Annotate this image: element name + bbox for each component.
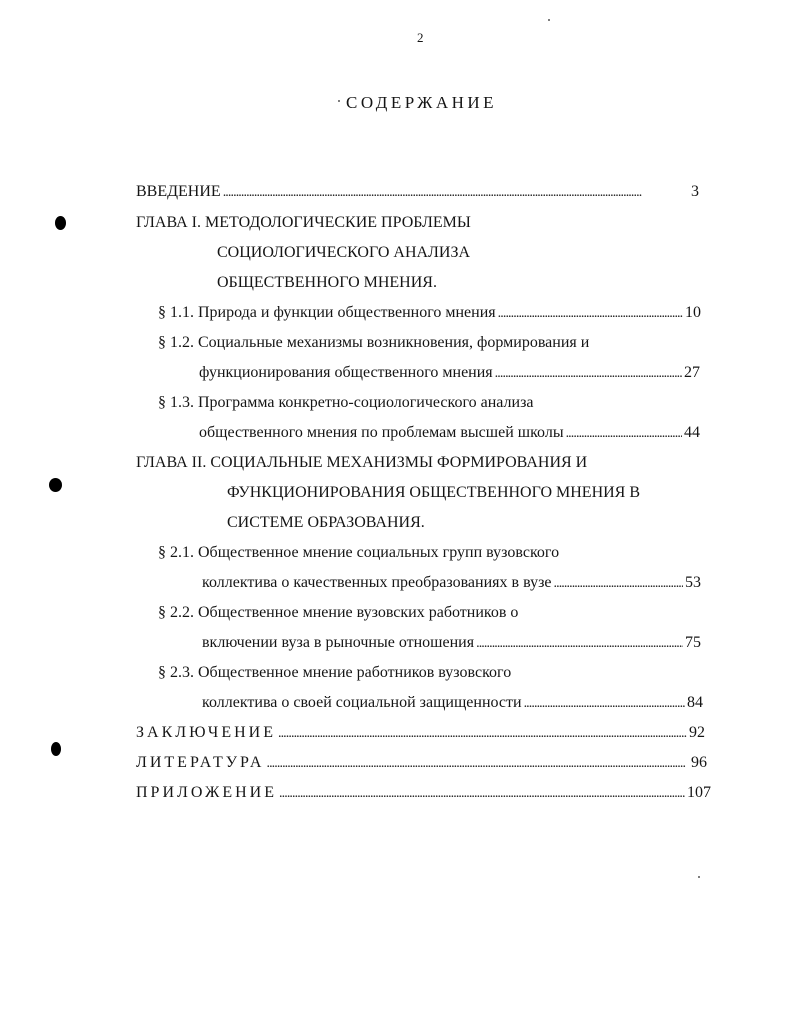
chapter-2-title-line: СИСТЕМЕ ОБРАЗОВАНИЯ. <box>227 514 425 531</box>
punch-hole-mark <box>49 478 62 492</box>
chapter-1-title-line: СОЦИОЛОГИЧЕСКОГО АНАЛИЗА <box>217 244 471 261</box>
toc-label: функционирования общественного мнения <box>199 364 493 381</box>
leader-dots <box>476 633 683 654</box>
leader-dots <box>279 783 685 804</box>
leader-dots <box>278 723 687 744</box>
toc-label: ВВЕДЕНИЕ <box>136 183 221 200</box>
scan-speck <box>698 876 700 878</box>
chapter-prefix: ГЛАВА I. <box>136 214 201 231</box>
chapter-title: МЕТОДОЛОГИЧЕСКИЕ ПРОБЛЕМЫ <box>205 214 471 231</box>
toc-page: 27 <box>684 364 700 381</box>
toc-entry-2-2-line1: § 2.2. Общественное мнение вузовских работников о <box>158 604 519 621</box>
leader-dots <box>524 693 685 714</box>
toc-entry-1-2-line1: § 1.2. Социальные механизмы возникновения, формирования и <box>158 334 590 351</box>
toc-label: § 1.1. Природа и функции общественного мнения <box>158 304 496 321</box>
toc-entry-intro[interactable] <box>136 182 699 203</box>
leader-dots <box>223 182 689 203</box>
toc-entry-appendix[interactable] <box>136 783 711 804</box>
chapter-2-title-line: ФУНКЦИОНИРОВАНИЯ ОБЩЕСТВЕННОГО МНЕНИЯ В <box>227 484 641 501</box>
toc-label: ЗАКЛЮЧЕНИЕ <box>136 724 276 741</box>
toc-entry-1-3-line1: § 1.3. Программа конкретно-социологического анализа <box>158 394 534 411</box>
toc-page: 92 <box>689 724 705 741</box>
chapter-1-title-line: ОБЩЕСТВЕННОГО МНЕНИЯ. <box>217 274 437 291</box>
toc-entry-1-3[interactable] <box>199 423 700 444</box>
toc-entry-2-2[interactable] <box>202 633 701 654</box>
toc-page: 10 <box>685 304 701 321</box>
chapter-title: СОЦИАЛЬНЫЕ МЕХАНИЗМЫ ФОРМИРОВАНИЯ И <box>210 454 588 471</box>
leader-dots <box>266 753 689 774</box>
toc-entry-conclusion[interactable] <box>136 723 705 744</box>
toc-page: 44 <box>684 424 700 441</box>
toc-page: 3 <box>691 183 699 200</box>
page-title: СОДЕРЖАНИЕ <box>346 93 498 112</box>
toc-entry-1-2[interactable] <box>199 363 700 384</box>
leader-dots <box>554 573 684 594</box>
toc-entry-2-1[interactable] <box>202 573 701 594</box>
toc-page: 107 <box>687 784 711 801</box>
toc-label: коллектива о качественных преобразованиях в вузе <box>202 574 552 591</box>
page-number: 2 <box>417 30 424 45</box>
toc-entry-2-3[interactable] <box>202 693 703 714</box>
chapter-prefix: ГЛАВА II. <box>136 454 207 471</box>
toc-label: ПРИЛОЖЕНИЕ <box>136 784 278 801</box>
toc-label: ЛИТЕРАТУРА <box>136 754 265 771</box>
scan-speck <box>548 19 550 21</box>
punch-hole-mark <box>55 216 66 230</box>
toc-page: 84 <box>687 694 703 711</box>
toc-page: 96 <box>691 754 707 771</box>
toc-entry-2-1-line1: § 2.1. Общественное мнение социальных групп вузовского <box>158 544 560 561</box>
leader-dots <box>566 423 682 444</box>
toc-label: включении вуза в рыночные отношения <box>202 634 475 651</box>
toc-page: 53 <box>685 574 701 591</box>
leader-dots <box>495 363 682 384</box>
scan-speck <box>338 100 340 102</box>
toc-entry-1-1[interactable] <box>158 303 701 324</box>
toc-entry-2-3-line1: § 2.3. Общественное мнение работников вузовского <box>158 664 512 681</box>
punch-hole-mark <box>51 742 61 756</box>
toc-label: коллектива о своей социальной защищенности <box>202 694 522 711</box>
toc-page: 75 <box>685 634 701 651</box>
leader-dots <box>498 303 683 324</box>
chapter-2-heading[interactable] <box>136 453 587 473</box>
toc-label: общественного мнения по проблемам высшей школы <box>199 424 564 441</box>
chapter-1-heading[interactable] <box>136 213 471 233</box>
toc-entry-literature[interactable] <box>136 753 707 774</box>
